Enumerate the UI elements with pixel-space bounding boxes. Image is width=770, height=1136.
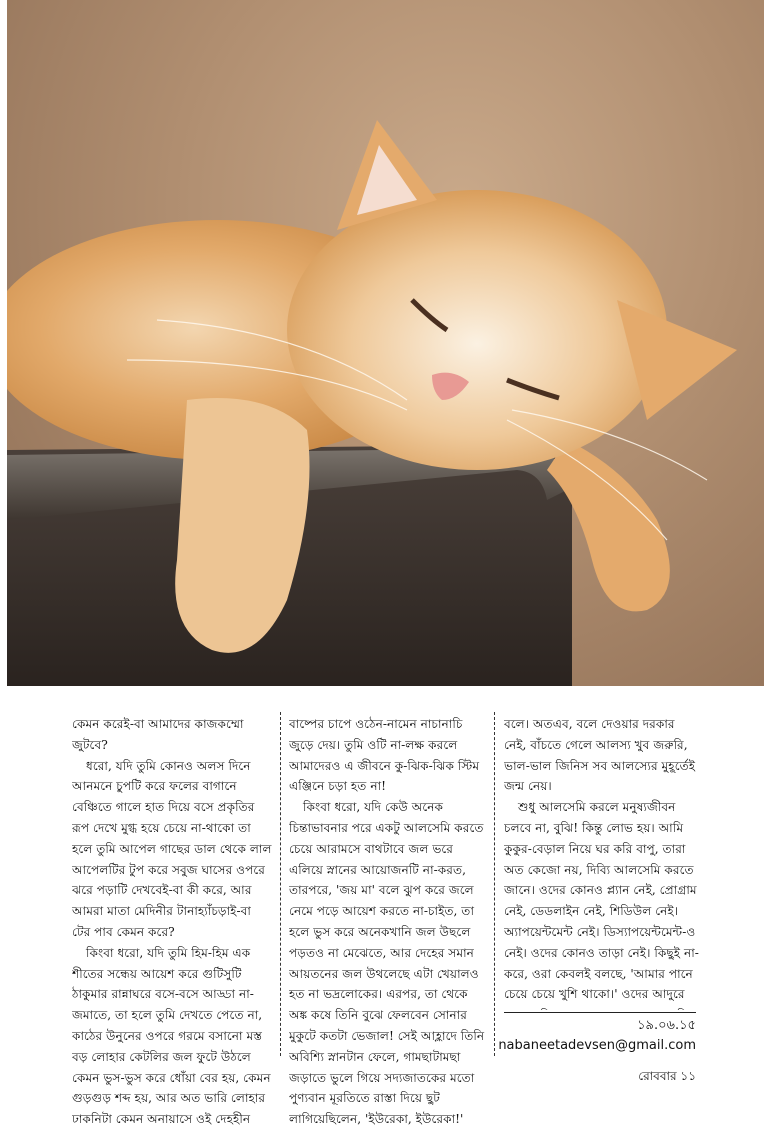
- column-divider: [280, 712, 281, 1056]
- signoff-rule: [504, 1012, 696, 1013]
- sleeping-cat-illustration: [7, 0, 764, 686]
- paragraph: বাষ্পের চাপে ওঠেন-নামেন নাচানাচি জুড়ে দেয়। তুমি ওটি না-লক্ষ করলে আমাদেরও এ জীবনে কু-ঝিক-ঝিক স্টিম এঞ্জিনে চড়া হত না!: [289, 717, 480, 794]
- article-column-3: [504, 714, 700, 1010]
- cat-photo: [7, 0, 764, 686]
- column-divider: [494, 712, 495, 1056]
- article-column-2: [289, 714, 487, 1130]
- paragraph: ধরো, যদি তুমি কোনও অলস দিনে আনমনে চুপটি করে ফলের বাগানে বেঞ্চিতে গালে হাত দিয়ে বসে প্রকৃতির রূপ দেখে মুগ্ধ হয়ে চেয়ে না-থাকো তা হলে তুমি আপেল গাছের ডাল থেকে লাল আপেলটির টুপ করে সবুজ ঘাসের ওপরে ঝরে পড়াটি দেখবেই-বা কী করে, আর আমরা মাতা মেদিনীর টানাহ্যাঁচড়াই-বা টের পাব কেমন করে?: [72, 758, 272, 939]
- paragraph: কেমন করেই-বা আমাদের কাজকম্মো জুটবে?: [72, 717, 244, 752]
- cat-head: [287, 190, 667, 470]
- author-email[interactable]: nabaneetadevsen@gmail.com: [498, 1038, 696, 1053]
- paragraph: কিংবা ধরো, যদি তুমি হিম-হিম এক শীতের সন্ধেয় আয়েশ করে গুটিসুটি ঠাকুমার রান্নাঘরে বসে-বসে আড্ডা না-জমাতে, তা হলে তুমি দেখতে পেতে না, কাঠের উনুনের ওপরে গরমে বসানো মস্ত বড় লোহার কেটলির জল ফুটে উঠলে কেমন ভুস-ভুস করে ধোঁয়া বের হয়, কেমন গুড়গুড় শব্দ হয়, আর অত ভারি লোহার ঢাকনিটা কেমন অনায়াসে ওই দেহহীন: [72, 945, 271, 1127]
- paragraph: বলে। অতএব, বলে দেওয়ার দরকার নেই, বাঁচতে গেলে আলস্য খুব জরুরি, ভাল-ভাল জিনিস সব আলস্যের মুহূর্তেই জন্ম নেয়।: [504, 717, 696, 794]
- paragraph: শুধু আলসেমি করলে মনুষ্যজীবন চলবে না, বুঝি! কিন্তু লোভ হয়। আমি কুকুর-বেড়াল নিয়ে ঘর করি বাপু, তারা অত কেজো নয়, দিব্যি আলসেমি করতে জানে। ওদের কোনও প্ল্যান নেই, প্রোগ্রাম নেই, ডেডলাইন নেই, শিডিউল নেই। অ্যাপয়েন্টমেন্ট নেই। ডিস্যাপয়েন্টমেন্ট-ও নেই। ওদের কোনও তাড়া নেই। কিছুই না-করে, ওরা কেবলই বলছে, 'আমার পানে চেয়ে চেয়ে খুশি থাকো।' ওদের আদুরে: [504, 800, 699, 1002]
- paragraph: কিংবা ধরো, যদি কেউ অনেক চিন্তাভাবনার পরে একটু আলসেমি করতে চেয়ে আরামসে বাথটাবে জল ভরে এলিয়ে স্নানের আয়োজনটি না-করত, তারপরে, 'জয় মা' বলে ঝুপ করে জলে নেমে পড়ে আয়েশ করতে না-চাইত, তা হলে ভুস করে অনেকখানি জল উছলে পড়তও না মেঝেতে, আর দেহের সমান আয়তনের জল উথলেছে এটা খেয়ালও হত না ভদ্রলোকের। এরপর, তা থেকে অঙ্ক কষে তিনি বুঝে ফেলবেন সোনার মুকুটে কতটা ভেজাল! সেই আহ্লাদে তিনি অবিশ্যি স্নানটান ফেলে, গামছাটামছা জড়াতে ভুলে গিয়ে সদ্যজাতকের মতো পুণ্যবান মূরতিতে রাস্তা দিয়ে ছুট লাগিয়েছিলেন, 'ইউরেকা, ইউরেকা!': [289, 800, 485, 1127]
- page-folio: রোববার ১১: [638, 1069, 696, 1083]
- article-column-1: [72, 714, 272, 1130]
- article-date: ১৯.০৬.১৫: [637, 1018, 696, 1033]
